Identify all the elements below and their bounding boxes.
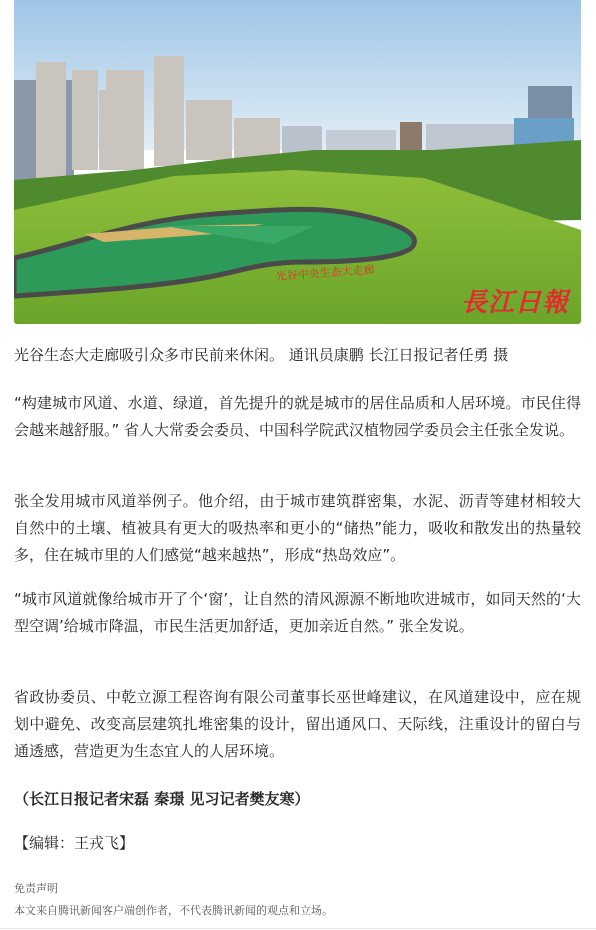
article-paragraph-2: 张全发用城市风道举例子。他介绍，由于城市建筑群密集，水泥、沥青等建材相较大自然中的土壤、植被具有更大的吸热率和更小的“储热”能力，吸收和散发出的热量较多，住在城市里的人们感觉“越来越热”，形成“热岛效应”。: [14, 492, 581, 564]
article-photo: [14, 0, 581, 324]
bottom-divider: [0, 928, 596, 929]
newspaper-watermark: 長江日報: [460, 288, 569, 318]
photo-caption: 光谷生态大走廊吸引众多市民前来休闲。 通讯员康鹏 长江日报记者任勇 摄: [14, 346, 509, 364]
article-paragraph-3: “城市风道就像给城市开了个‘窗’，让自然的清风源源不断地吹进城市，如同天然的‘大型空调’给城市降温，市民生活更加舒适，更加亲近自然。” 张全发说。: [14, 590, 581, 635]
park-sign-text: 光谷中央生态大走廊: [275, 263, 375, 283]
editor-credit: 【编辑：王戎飞】: [14, 834, 135, 852]
article-paragraph-1: “构建城市风道、水道、绿道，首先提升的就是城市的居住品质和人居环境。市民住得会越来越舒服。” 省人大常委会委员、中国科学院武汉植物园学委员会主任张全发说。: [14, 394, 581, 439]
article-paragraph-4: 省政协委员、中乾立源工程咨询有限公司董事长巫世峰建议，在风道建设中，应在规划中避免、改变高层建筑扎堆密集的设计，留出通风口、天际线，注重设计的留白与通透感，营造更为生态宜人的人居环境。: [14, 688, 581, 760]
park-aerial-image: [14, 0, 581, 324]
disclaimer-text: 本文来自腾讯新闻客户端创作者，不代表腾讯新闻的观点和立场。: [14, 904, 333, 917]
disclaimer-title: 免责声明: [14, 882, 58, 895]
reporter-byline: （长江日报记者宋磊 秦璟 见习记者樊友寒）: [14, 790, 310, 808]
